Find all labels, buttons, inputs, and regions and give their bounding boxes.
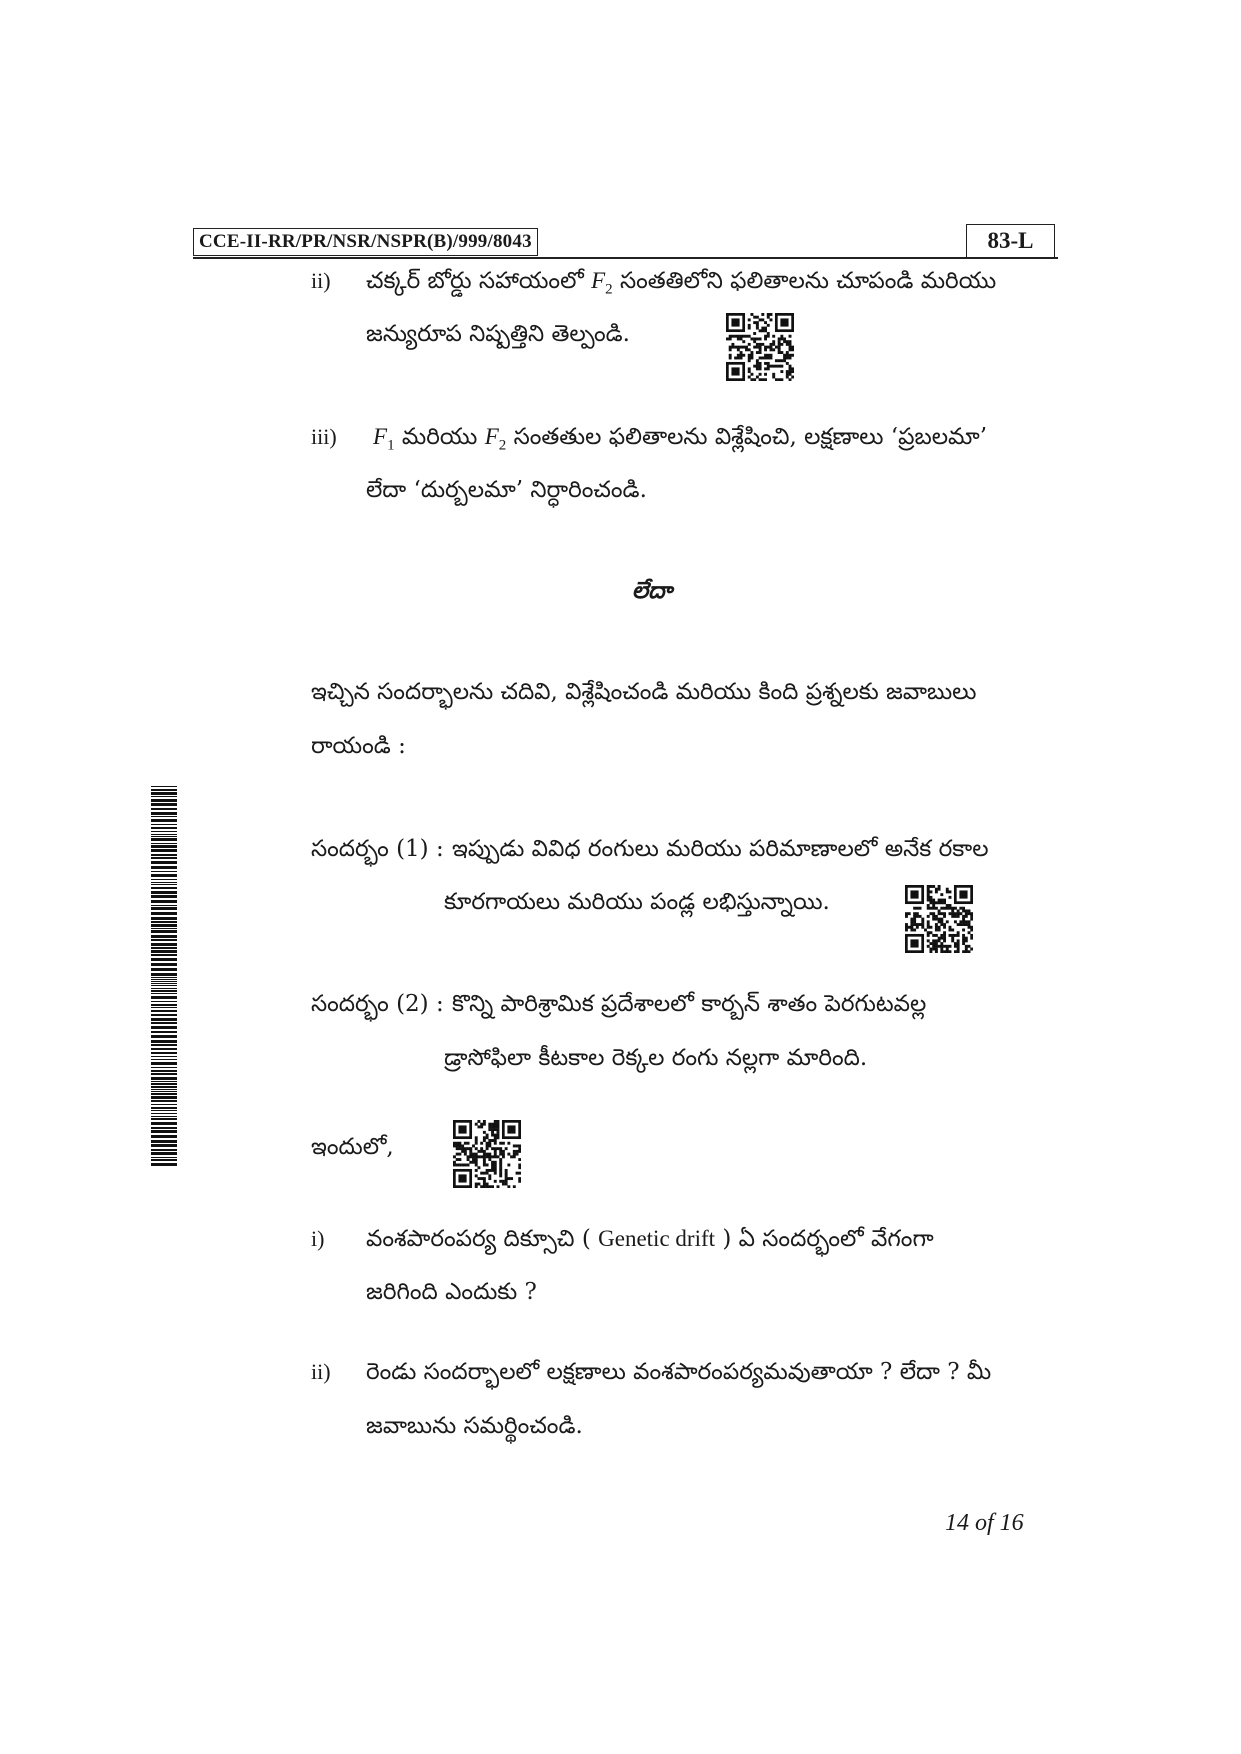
item-ii-line1: చక్కర్ బోర్డు సహాయంలో $F_2$ సంతతిలోని ఫలితాలను చూపండి మరియు — [366, 268, 997, 298]
item-i-number: i) — [311, 1226, 325, 1251]
header-rule — [193, 257, 1058, 259]
context1-line2: కూరగాయలు మరియు పండ్ల లభిస్తున్నాయి. — [444, 889, 830, 915]
item-iii-line2: లేదా ‘దుర్బలమా’ నిర్ధారించండి. — [366, 477, 647, 503]
intro-line1: ఇచ్చిన సందర్భాలను చదివి, విశ్లేషించండి మరియు కింది ప్రశ్నలకు జవాబులు — [311, 679, 977, 705]
paper-code-box: 83-L — [966, 224, 1055, 257]
document-code: CCE-II-RR/PR/NSR/NSPR(B)/999/8043 — [193, 228, 538, 256]
indulo-text: ఇందులో, — [311, 1134, 394, 1160]
qr-code — [905, 885, 973, 953]
context1-label: సందర్భం (1) : — [311, 836, 444, 862]
context2-label: సందర్భం (2) : — [311, 991, 444, 1017]
item-ii-b-line2: జవాబును సమర్థించండి. — [366, 1413, 583, 1439]
item-ii-number: ii) — [311, 268, 331, 293]
item-ii-line2: జన్యురూప నిష్పత్తిని తెల్పండి. — [366, 321, 630, 347]
item-ii-b-line1: రెండు సందర్భాలలో లక్షణాలు వంశపారంపర్యమవుతాయా ? లేదా ? మీ — [366, 1359, 992, 1385]
or-separator: లేదా — [631, 577, 673, 604]
item-ii-b-number: ii) — [311, 1359, 331, 1384]
genetic-drift-term: Genetic drift — [598, 1226, 716, 1251]
context2-line1: కొన్ని పారిశ్రామిక ప్రదేశాలలో కార్బన్ శాతం పెరగుటవల్ల — [452, 991, 927, 1017]
qr-code — [726, 313, 794, 381]
page-number: 14 of 16 — [945, 1510, 1024, 1536]
intro-line2: రాయండి : — [311, 733, 406, 759]
item-iii-line1: $F_1$ మరియు $F_2$ సంతతుల ఫలితాలను విశ్లేషించి, లక్షణాలు ‘ప్రబలమా’ — [373, 424, 988, 454]
f2-variable: $F_2$ — [591, 268, 613, 298]
qr-code — [453, 1120, 521, 1188]
barcode — [151, 786, 177, 1166]
context2-line2: డ్రాసోఫిలా కీటకాల రెక్కల రంగు నల్లగా మారింది. — [444, 1045, 868, 1071]
f2-variable: $F_2$ — [484, 424, 507, 454]
item-i-line2: జరిగింది ఎందుకు ? — [366, 1279, 537, 1305]
f1-variable: $F_1$ — [373, 424, 395, 454]
item-i-line1: వంశపారంపర్య దిక్సూచి ( Genetic drift ) ఏ సందర్భంలో వేగంగా — [366, 1226, 934, 1252]
item-iii-number: iii) — [311, 424, 337, 449]
context1-line1: ఇప్పుడు వివిధ రంగులు మరియు పరిమాణాలలో అనేక రకాల — [452, 836, 989, 862]
